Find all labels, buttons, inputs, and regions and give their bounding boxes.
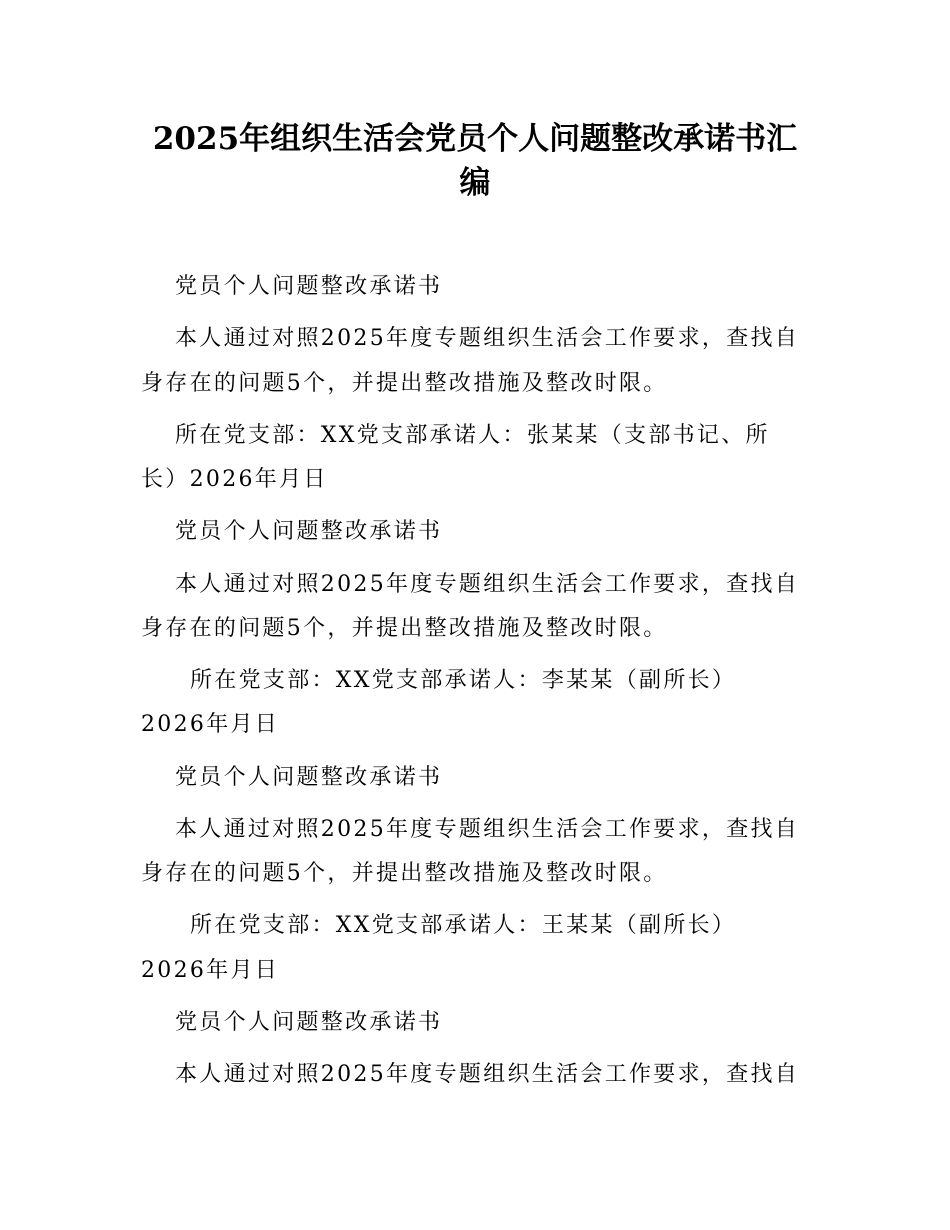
title-line-1: 2025年组织生活会党员个人问题整改承诺书汇	[152, 121, 798, 157]
signature-date-line: 2026年月日	[141, 712, 280, 737]
section-body-line: 身存在的问题5个，并提出整改措施及整改时限。	[141, 616, 668, 641]
section-heading: 党员个人问题整改承诺书	[175, 519, 443, 544]
signature-line: 所在党支部：XX党支部承诺人：王某某（副所长）	[190, 913, 737, 938]
section-body-line: 本人通过对照2025年度专题组织生活会工作要求，查找自	[175, 572, 800, 597]
section-body-line: 本人通过对照2025年度专题组织生活会工作要求，查找自	[175, 817, 800, 842]
section-heading: 党员个人问题整改承诺书	[175, 274, 443, 299]
signature-line: 所在党支部：XX党支部承诺人：张某某（支部书记、所	[175, 423, 770, 448]
document-title	[140, 117, 810, 205]
section-heading: 党员个人问题整改承诺书	[175, 765, 443, 790]
section-body-line: 本人通过对照2025年度专题组织生活会工作要求，查找自	[175, 1062, 800, 1087]
signature-date-line: 2026年月日	[141, 958, 280, 983]
section-body-line: 本人通过对照2025年度专题组织生活会工作要求，查找自	[175, 326, 800, 351]
section-heading: 党员个人问题整改承诺书	[175, 1010, 443, 1035]
signature-date-line: 长）2026年月日	[141, 467, 328, 492]
title-line-2: 编	[459, 165, 491, 201]
signature-line: 所在党支部：XX党支部承诺人：李某某（副所长）	[190, 668, 737, 693]
section-body-line: 身存在的问题5个，并提出整改措施及整改时限。	[141, 371, 668, 396]
section-body-line: 身存在的问题5个，并提出整改措施及整改时限。	[141, 861, 668, 886]
